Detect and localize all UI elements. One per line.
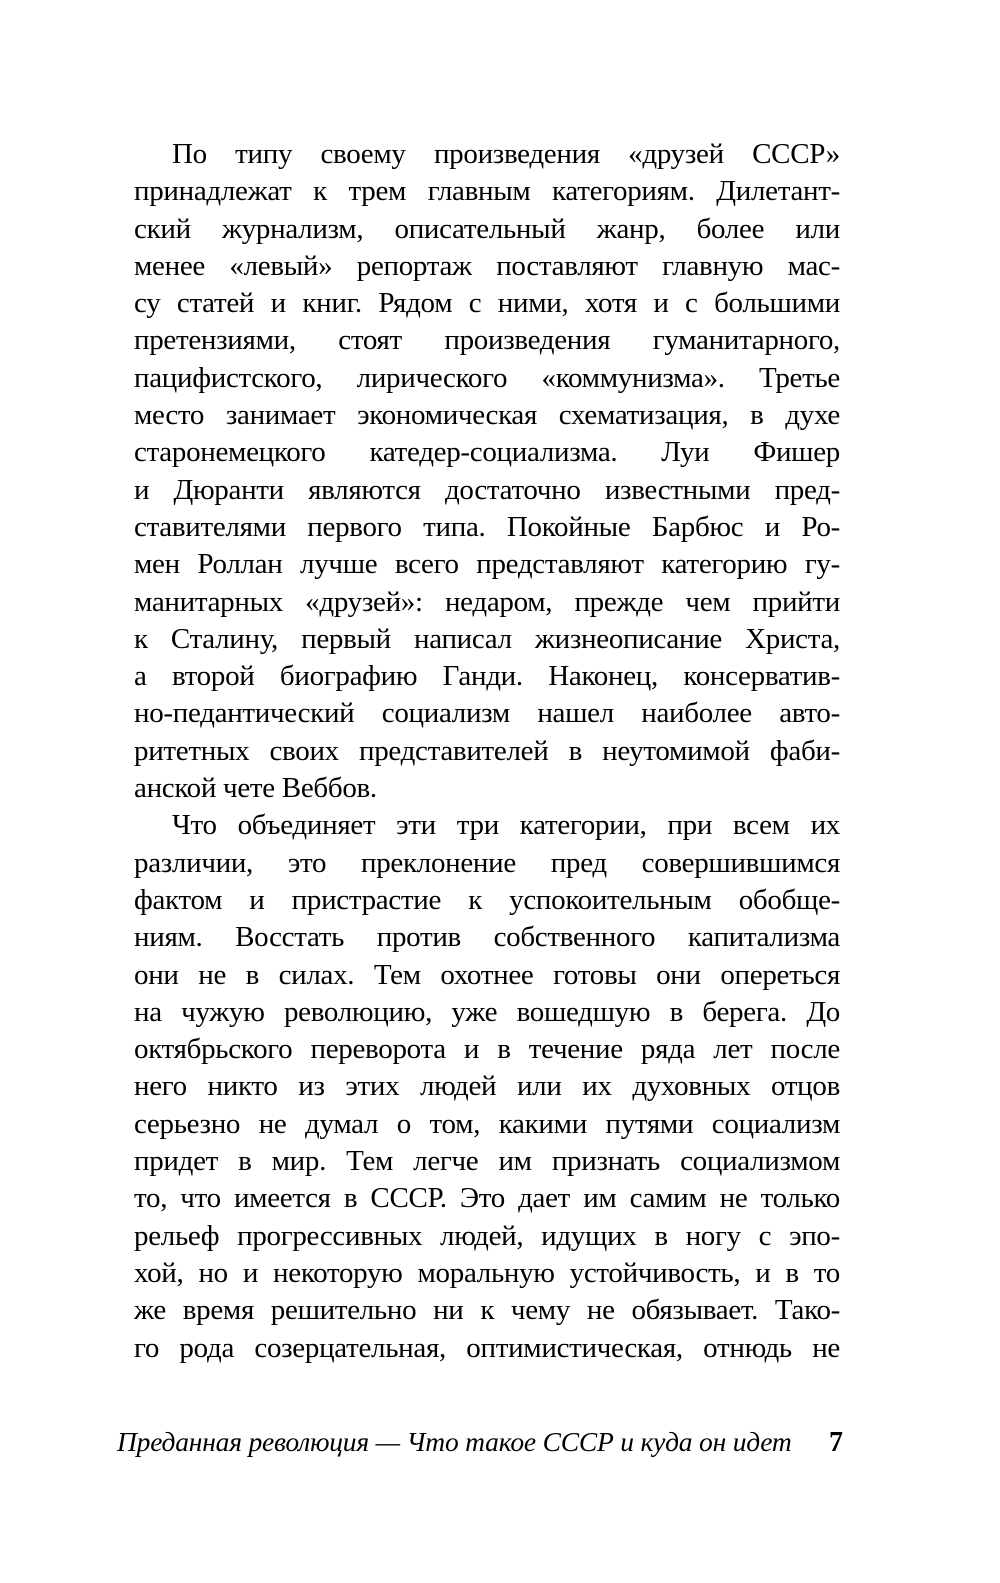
text-line: к Сталину, первый написал жизнеописание Христа,: [134, 622, 840, 655]
text-line: претензиями, стоят произведения гуманитарного,: [134, 324, 840, 357]
text-line: же время решительно ни к чему не обязывает. Тако-: [134, 1294, 840, 1327]
text-line: По типу своему произведения «друзей СССР»: [172, 138, 840, 170]
text-line: но-педантический социализм нашел наиболее авто-: [134, 697, 840, 730]
text-line: то, что имеется в СССР. Это дает им самим не только: [134, 1182, 840, 1215]
text-line: место занимает экономическая схематизация, в духе: [134, 399, 840, 432]
text-line: го рода созерцательная, оптимистическая, отнюдь не: [134, 1331, 840, 1364]
text-line: хой, но и некоторую моральную устойчивость, и в то: [134, 1256, 840, 1289]
text-line: анской чете Веббов.: [134, 772, 377, 805]
text-line: старонемецкого катедер-социализма. Луи Фишер: [134, 436, 840, 469]
text-line: манитарных «друзей»: недаром, прежде чем прийти: [134, 585, 840, 618]
text-line: рельеф прогрессивных людей, идущих в ногу с эпо-: [134, 1219, 840, 1252]
text-line: менее «левый» репортаж поставляют главную мас-: [134, 249, 840, 282]
text-line: ритетных своих представителей в неутомимой фаби-: [134, 734, 840, 767]
body-text: [134, 136, 840, 1367]
text-line: а второй биографию Ганди. Наконец, консерватив-: [134, 660, 840, 693]
text-line: него никто из этих людей или их духовных отцов: [134, 1070, 840, 1103]
footer: [117, 1426, 843, 1459]
text-line: и Дюранти являются достаточно известными пред-: [134, 473, 840, 506]
text-line: су статей и книг. Рядом с ними, хотя и с большими: [134, 287, 840, 320]
text-line: октябрьского переворота и в течение ряда лет после: [134, 1033, 840, 1066]
text-line: ниям. Восстать против собственного капитализма: [134, 921, 840, 954]
text-line: ский журнализм, описательный жанр, более или: [134, 212, 840, 245]
text-line: принадлежат к трем главным категориям. Дилетант-: [134, 175, 840, 208]
running-title: Преданная революция — Что такое СССР и куда он идет: [117, 1426, 792, 1457]
text-line: серьезно не думал о том, какими путями социализм: [134, 1107, 840, 1140]
text-line: ставителями первого типа. Покойные Барбюс и Ро-: [134, 510, 840, 543]
text-line: придет в мир. Тем легче им признать социализмом: [134, 1145, 840, 1178]
text-line: фактом и пристрастие к успокоительным обобще-: [134, 883, 840, 916]
text-line: пацифистского, лирического «коммунизма». Третье: [134, 361, 840, 394]
text-line: мен Роллан лучше всего представляют категорию гу-: [134, 548, 840, 581]
text-line: на чужую революцию, уже вошедшую в берега. До: [134, 995, 840, 1028]
text-line: Что объединяет эти три категории, при всем их: [172, 809, 840, 842]
text-line: они не в силах. Тем охотнее готовы они опереться: [134, 958, 840, 991]
text-line: различии, это преклонение пред совершившимся: [134, 846, 840, 879]
page-number: 7: [829, 1427, 843, 1458]
